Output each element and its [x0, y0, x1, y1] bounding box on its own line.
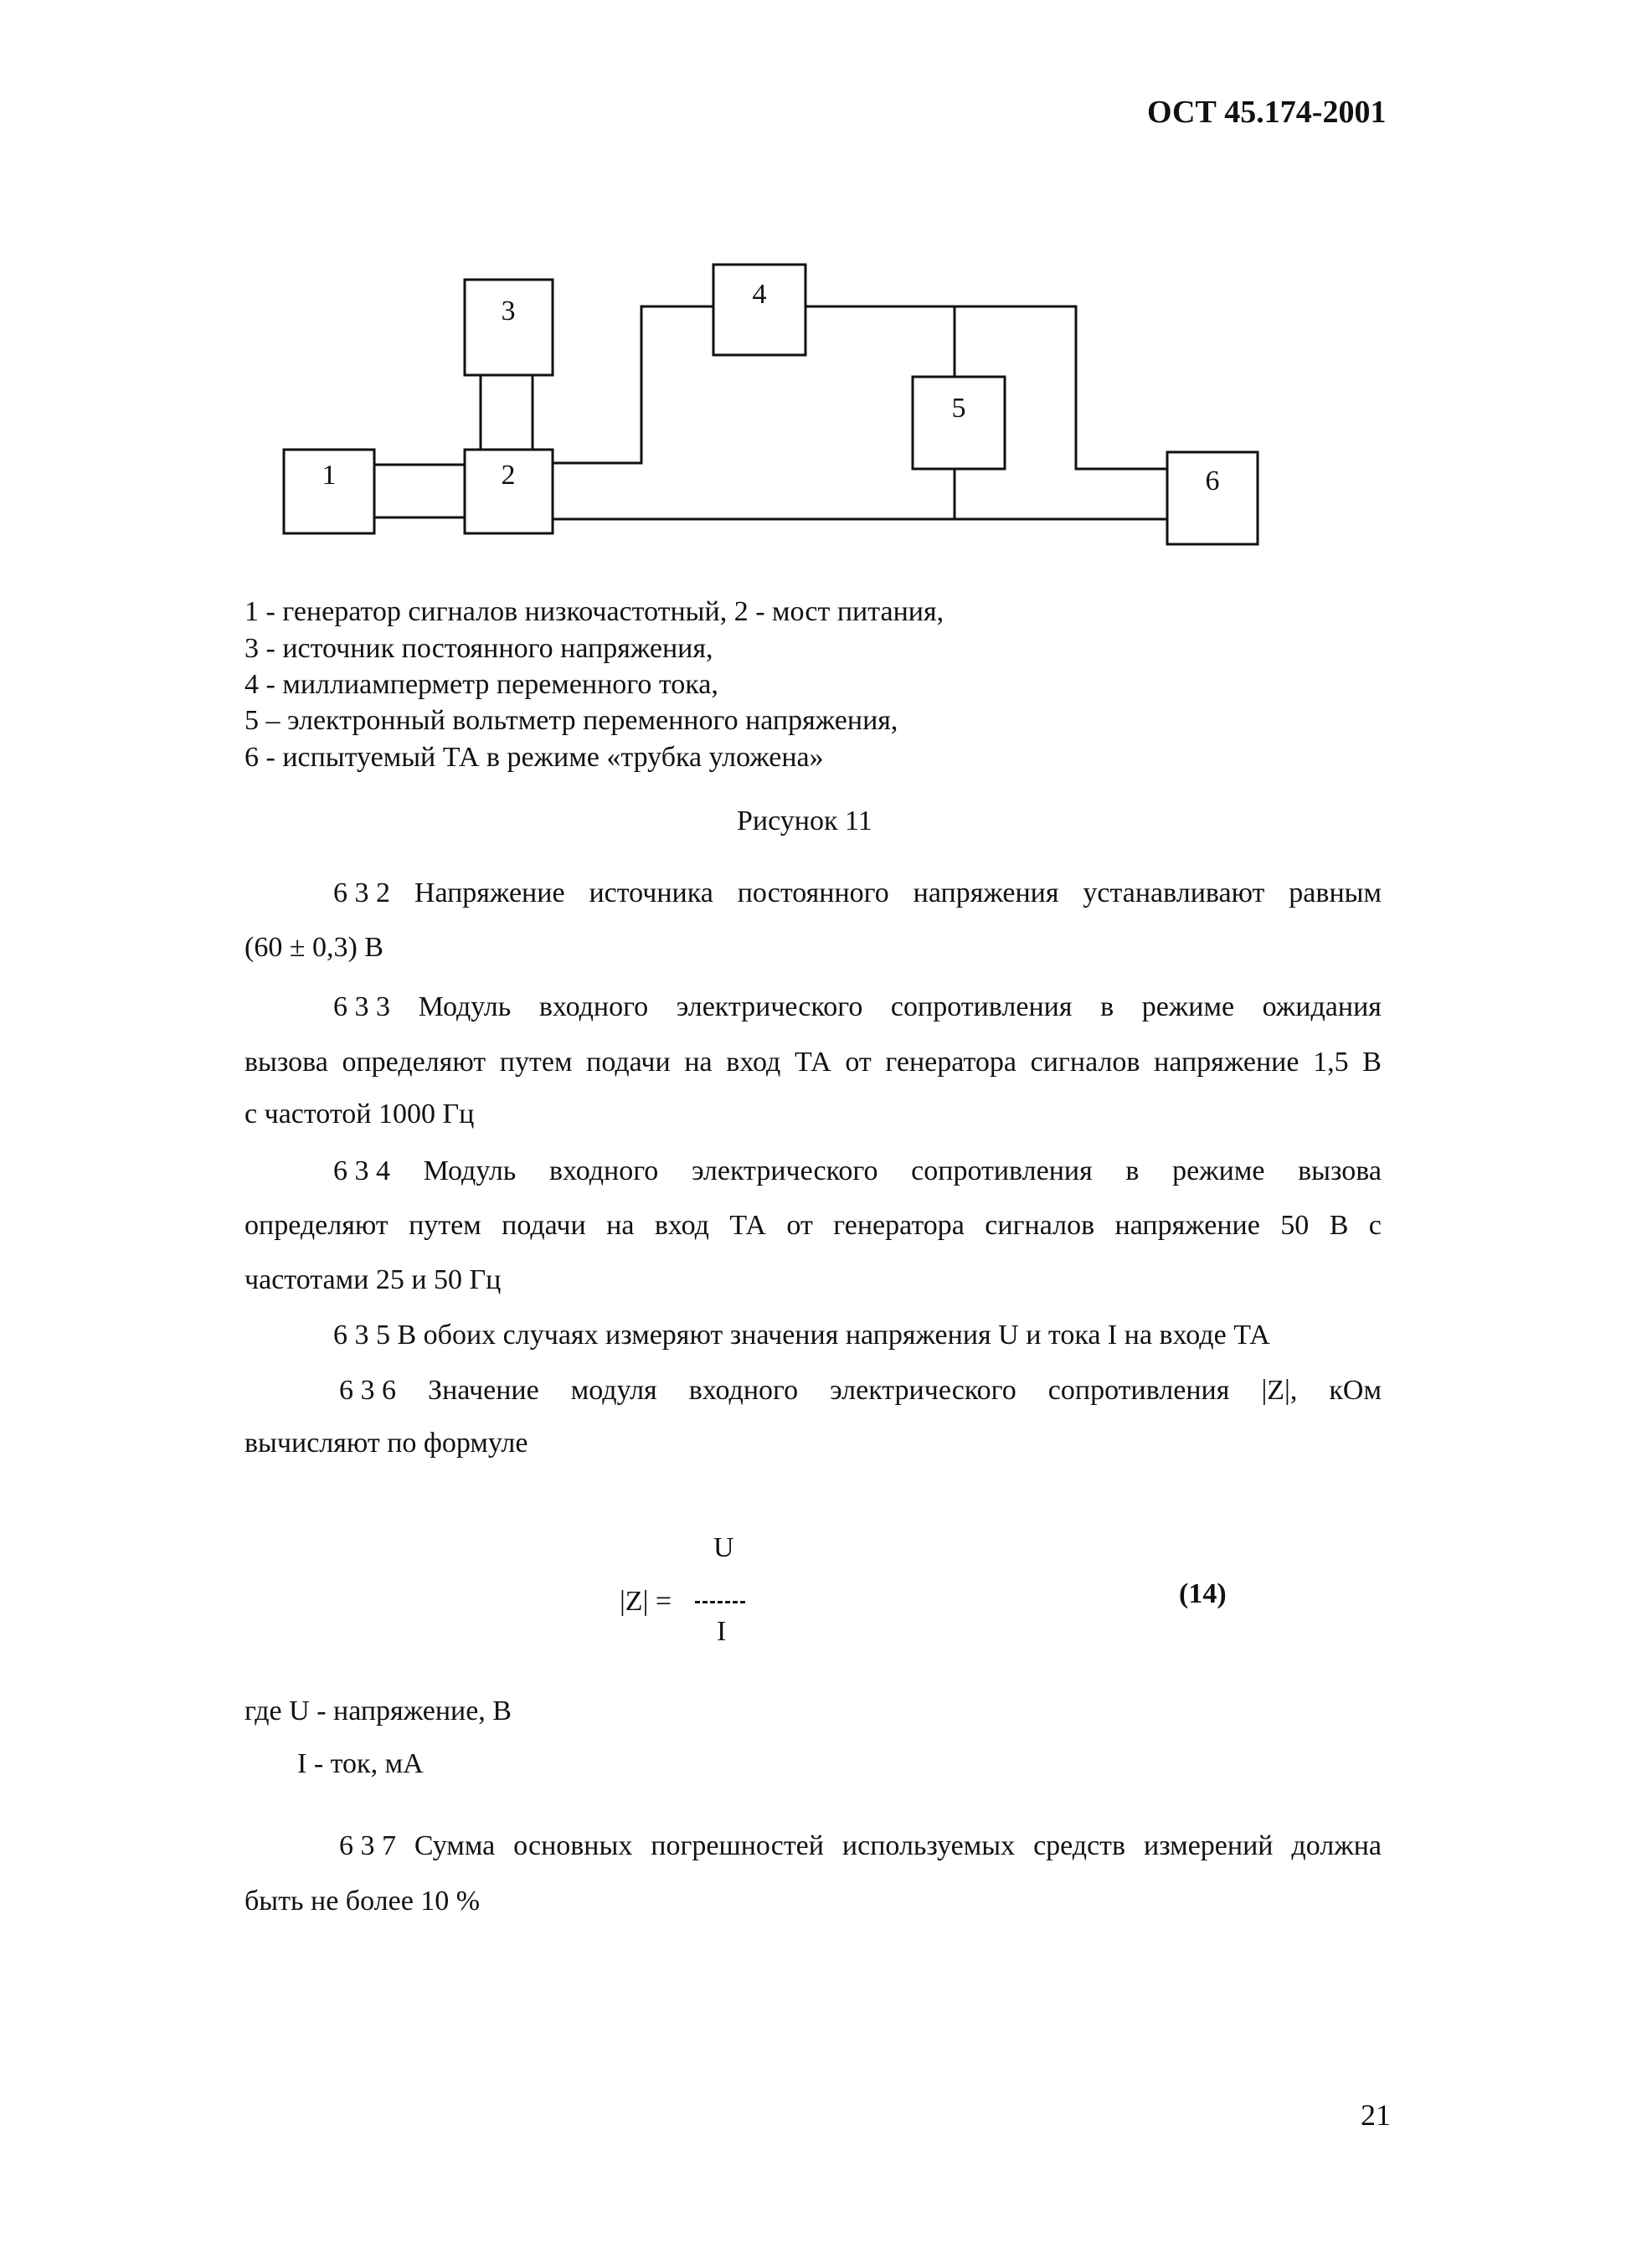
paragraph-634-line-3: частотами 25 и 50 Гц — [244, 1264, 502, 1295]
block-4-label: 4 — [752, 279, 767, 310]
block-1-label: 1 — [322, 460, 337, 491]
wire-2-4 — [553, 306, 713, 463]
legend-line-3: 4 - миллиамперметр переменного тока, — [244, 669, 718, 700]
paragraph-635: 6 3 5 В обоих случаях измеряют значения напряжения U и тока I на входе ТА — [333, 1320, 1270, 1351]
legend-line-4: 5 – электронный вольтметр переменного напряжения, — [244, 705, 898, 736]
block-6-label: 6 — [1205, 466, 1220, 497]
where-line-2: I - ток, мА — [297, 1748, 424, 1779]
formula-lhs: |Z| = — [620, 1586, 672, 1617]
paragraph-636-line-1: 6 3 6 Значение модуля входного электрического сопротивления |Z|, кОм — [339, 1375, 1382, 1406]
legend-line-2: 3 - источник постоянного напряжения, — [244, 633, 713, 664]
figure-caption: Рисунок 11 — [737, 805, 872, 836]
paragraph-637-line-1: 6 3 7 Сумма основных погрешностей используемых средств измерений должна — [339, 1830, 1382, 1861]
paragraph-633-line-2: вызова определяют путем подачи на вход ТА от генератора сигналов напряжение 1,5 В — [244, 1047, 1382, 1078]
block-diagram — [0, 0, 1652, 586]
block-5-label: 5 — [951, 393, 966, 424]
formula-numerator: U — [713, 1532, 734, 1563]
paragraph-634-line-1: 6 3 4 Модуль входного электрического сопротивления в режиме вызова — [333, 1155, 1382, 1186]
block-3-label: 3 — [501, 296, 516, 327]
document-code: ОСТ 45.174-2001 — [1147, 95, 1387, 130]
paragraph-632-line-1: 6 3 2 Напряжение источника постоянного напряжения устанавливают равным — [333, 877, 1382, 908]
block-3 — [465, 280, 553, 375]
block-2-label: 2 — [501, 460, 516, 491]
page-number: 21 — [1361, 2098, 1391, 2132]
formula-denominator: I — [717, 1616, 727, 1647]
formula-number: (14) — [1179, 1578, 1227, 1609]
formula-14 — [620, 1532, 821, 1658]
fraction-bar — [695, 1601, 745, 1603]
paragraph-636-line-2: вычисляют по формуле — [244, 1428, 528, 1459]
legend-line-5: 6 - испытуемый ТА в режиме «трубка уложена» — [244, 742, 824, 773]
paragraph-637-line-2: быть не более 10 % — [244, 1886, 481, 1917]
paragraph-633-line-3: с частотой 1000 Гц — [244, 1099, 475, 1130]
legend-line-1: 1 - генератор сигналов низкочастотный, 2 - мост питания, — [244, 596, 944, 627]
paragraph-632-line-2: (60 ± 0,3) В — [244, 932, 383, 963]
where-line-1: где U - напряжение, В — [244, 1696, 512, 1726]
paragraph-634-line-2: определяют путем подачи на вход ТА от генератора сигналов напряжение 50 В с — [244, 1210, 1382, 1241]
paragraph-633-line-1: 6 3 3 Модуль входного электрического сопротивления в режиме ожидания — [333, 991, 1382, 1022]
